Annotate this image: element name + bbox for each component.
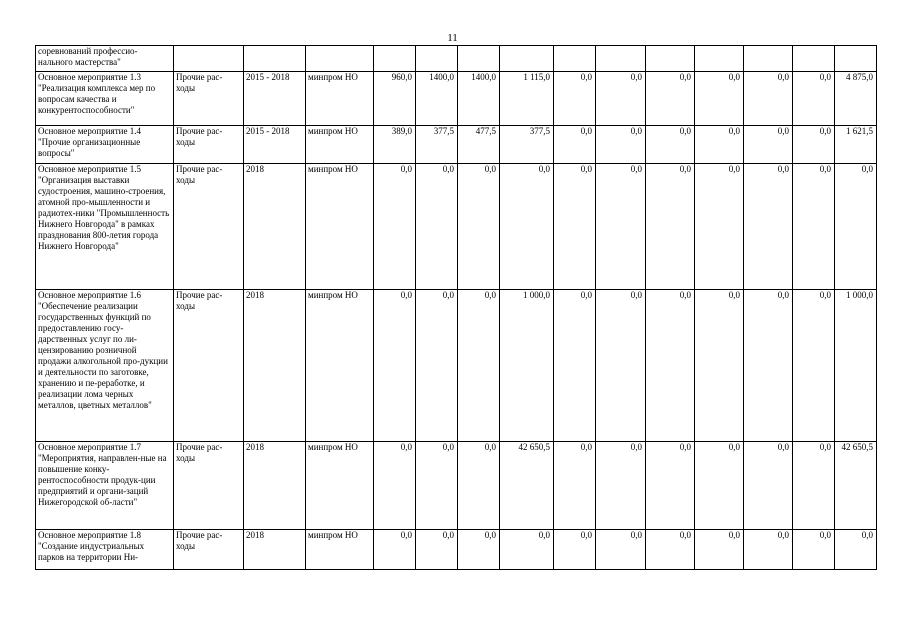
table-row [36,530,877,570]
amount-cell [793,46,835,72]
amount-cell: 0,0 [374,530,416,570]
expense-type-cell: Прочие рас-ходы [174,442,244,530]
amount-cell: 1400,0 [416,72,458,126]
activity-name-cell: Основное мероприятие 1.5 "Организация выставки судостроения, машино-строения, атомной про-мышленности и радиотех-ники "Промышленность Нижнего Новгорода" в рамках празднования 800-летия города Нижнего Новгорода" [36,164,174,290]
amount-cell: 0,0 [744,290,793,442]
amount-cell: 0,0 [695,290,744,442]
amount-cell: 0,0 [596,126,646,164]
activity-name-cell: Основное мероприятие 1.4 "Прочие организационные вопросы" [36,126,174,164]
table-row [36,164,877,290]
amount-cell [596,46,646,72]
expense-type-cell: Прочие рас-ходы [174,164,244,290]
page-number: 11 [447,32,458,44]
amount-cell: 42 650,5 [835,442,877,530]
amount-cell: 0,0 [744,72,793,126]
amount-cell [646,46,695,72]
amount-cell: 0,0 [554,290,596,442]
amount-cell: 0,0 [695,164,744,290]
period-cell [244,46,306,72]
amount-cell: 377,5 [500,126,554,164]
expense-type-cell: Прочие рас-ходы [174,290,244,442]
amount-cell: 0,0 [416,164,458,290]
amount-cell: 0,0 [554,126,596,164]
period-cell: 2015 - 2018 [244,72,306,126]
amount-cell: 0,0 [596,164,646,290]
amount-cell: 389,0 [374,126,416,164]
expense-type-cell: Прочие рас-ходы [174,72,244,126]
amount-cell: 0,0 [554,164,596,290]
period-cell: 2018 [244,530,306,570]
amount-cell: 0,0 [554,72,596,126]
amount-cell: 0,0 [646,442,695,530]
period-cell: 2015 - 2018 [244,126,306,164]
amount-cell: 0,0 [744,164,793,290]
activity-name-cell: Основное мероприятие 1.8 "Создание индустриальных парков на территории Ни- [36,530,174,570]
amount-cell: 0,0 [646,164,695,290]
amount-cell: 1400,0 [458,72,500,126]
amount-cell: 0,0 [458,442,500,530]
amount-cell: 0,0 [416,290,458,442]
executor-cell: минпром НО [306,290,374,442]
amount-cell: 0,0 [835,530,877,570]
amount-cell: 0,0 [416,530,458,570]
table-row [36,72,877,126]
table-row [36,442,877,530]
amount-cell: 0,0 [695,72,744,126]
amount-cell: 0,0 [500,530,554,570]
amount-cell: 0,0 [374,290,416,442]
amount-cell [374,46,416,72]
funding-table [35,45,877,570]
activity-name-cell: Основное мероприятие 1.3 "Реализация комплекса мер по вопросам качества и конкурентоспособности" [36,72,174,126]
amount-cell: 0,0 [793,530,835,570]
expense-type-cell [174,46,244,72]
table-row [36,290,877,442]
amount-cell: 0,0 [835,164,877,290]
amount-cell: 0,0 [458,530,500,570]
period-cell: 2018 [244,164,306,290]
amount-cell: 0,0 [793,72,835,126]
amount-cell: 0,0 [596,442,646,530]
amount-cell [416,46,458,72]
amount-cell: 0,0 [596,530,646,570]
amount-cell: 0,0 [554,530,596,570]
amount-cell: 4 875,0 [835,72,877,126]
amount-cell: 0,0 [695,442,744,530]
amount-cell: 377,5 [416,126,458,164]
amount-cell: 0,0 [646,72,695,126]
amount-cell [458,46,500,72]
amount-cell: 0,0 [416,442,458,530]
amount-cell [554,46,596,72]
executor-cell [306,46,374,72]
amount-cell: 1 115,0 [500,72,554,126]
amount-cell: 0,0 [554,442,596,530]
amount-cell: 0,0 [744,126,793,164]
amount-cell: 0,0 [793,290,835,442]
amount-cell: 1 000,0 [500,290,554,442]
executor-cell: минпром НО [306,126,374,164]
executor-cell: минпром НО [306,164,374,290]
amount-cell [500,46,554,72]
amount-cell: 0,0 [458,164,500,290]
expense-type-cell: Прочие рас-ходы [174,530,244,570]
amount-cell: 0,0 [596,290,646,442]
amount-cell: 0,0 [793,126,835,164]
activity-name-cell: Основное мероприятие 1.7 "Мероприятия, направлен-ные на повышение конку-рентоспособности продук-ции предприятий и органи-заций Нижегородской об-ласти" [36,442,174,530]
amount-cell: 0,0 [500,164,554,290]
executor-cell: минпром НО [306,442,374,530]
period-cell: 2018 [244,442,306,530]
amount-cell: 960,0 [374,72,416,126]
amount-cell: 477,5 [458,126,500,164]
amount-cell [695,46,744,72]
amount-cell: 0,0 [646,126,695,164]
amount-cell: 0,0 [374,442,416,530]
amount-cell: 0,0 [458,290,500,442]
activity-name-cell: Основное мероприятие 1.6 "Обеспечение реализации государственных функций по предоставлению госу-дарственных услуг по ли-цензированию розничной продажи алкогольной про-дукции и деятельности по заготовке, хранению и пе-реработке, и реализации лома черных металлов, цветных металлов" [36,290,174,442]
executor-cell: минпром НО [306,72,374,126]
amount-cell: 0,0 [793,164,835,290]
amount-cell: 0,0 [695,530,744,570]
amount-cell [835,46,877,72]
amount-cell [744,46,793,72]
amount-cell: 0,0 [374,164,416,290]
amount-cell: 1 000,0 [835,290,877,442]
table-row [36,46,877,72]
amount-cell: 0,0 [646,290,695,442]
table-body [36,46,877,570]
amount-cell: 1 621,5 [835,126,877,164]
amount-cell: 0,0 [793,442,835,530]
amount-cell: 0,0 [646,530,695,570]
expense-type-cell: Прочие рас-ходы [174,126,244,164]
amount-cell: 0,0 [596,72,646,126]
table-row [36,126,877,164]
amount-cell: 0,0 [695,126,744,164]
period-cell: 2018 [244,290,306,442]
activity-name-cell: соревнований профессио-нального мастерства" [36,46,174,72]
amount-cell: 0,0 [744,442,793,530]
amount-cell: 42 650,5 [500,442,554,530]
executor-cell: минпром НО [306,530,374,570]
amount-cell: 0,0 [744,530,793,570]
